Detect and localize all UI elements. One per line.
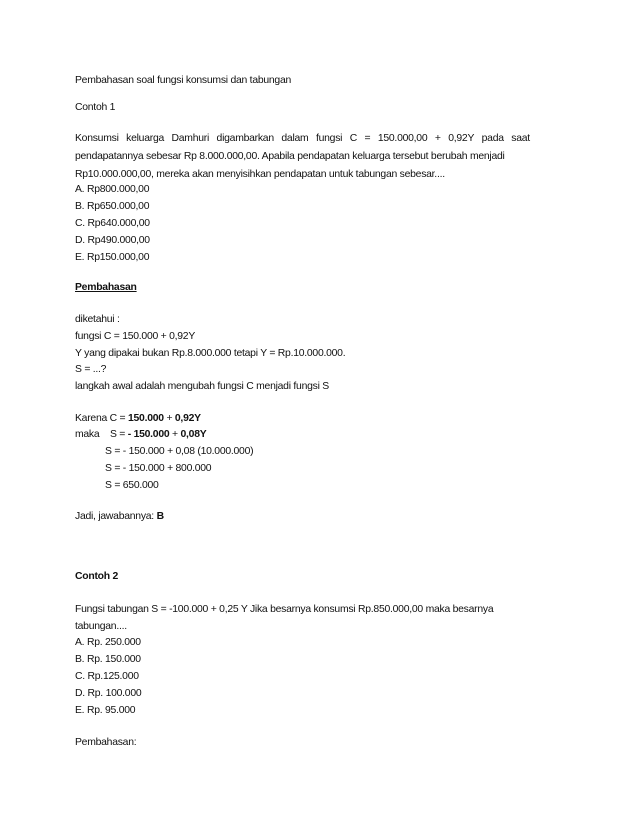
calculation-step-2: S = - 150.000 + 800.000 — [105, 463, 212, 474]
q-word: + — [434, 133, 441, 144]
ex2-option-e: E. Rp. 95.000 — [75, 705, 136, 716]
pembahasan-heading: Pembahasan — [75, 282, 137, 293]
q-word: digambarkan — [216, 133, 274, 144]
q-word: 150.000,00 — [377, 133, 428, 144]
option-e: E. Rp150.000,00 — [75, 252, 150, 263]
karena-prefix: Karena C = — [75, 413, 128, 424]
y-line: Y yang dipakai bukan Rp.8.000.000 tetapi Y = Rp.10.000.000. — [75, 348, 346, 359]
example-2-pembahasan: Pembahasan: — [75, 737, 137, 748]
example-2-question-line-2: tabungan.... — [75, 621, 127, 632]
q-word: Konsumsi — [75, 133, 119, 144]
ex2-option-b: B. Rp. 150.000 — [75, 654, 141, 665]
q-word: C — [349, 133, 357, 144]
q-word: fungsi — [315, 133, 343, 144]
document-heading: Pembahasan soal fungsi konsumsi dan tabungan — [75, 75, 292, 86]
option-b: B. Rp650.000,00 — [75, 201, 150, 212]
example-1-title: Contoh 1 — [75, 102, 116, 113]
jadi-answer: B — [156, 511, 164, 522]
maka-value-1: - 150.000 — [127, 429, 170, 440]
example-1-question-line-2: pendapatannya sebesar Rp 8.000.000,00. Apabila pendapatan keluarga tersebut berubah menjadi — [75, 151, 505, 162]
option-a: A. Rp800.000,00 — [75, 184, 150, 195]
maka-plus: + — [169, 429, 181, 440]
example-1-question-line-3: Rp10.000.000,00, mereka akan menyisihkan pendapatan untuk tabungan sebesar.... — [75, 169, 445, 180]
q-word: keluarga — [126, 133, 164, 144]
karena-value-2: 0,92Y — [174, 413, 201, 424]
example-2-title: Contoh 2 — [75, 571, 119, 582]
langkah-line: langkah awal adalah mengubah fungsi C menjadi fungsi S — [75, 381, 329, 392]
s-line: S = ...? — [75, 364, 107, 375]
example-1-question-line-1 — [75, 132, 530, 146]
diketahui-label: diketahui : — [75, 314, 120, 325]
jadi-prefix: Jadi, jawabannya: — [75, 511, 157, 522]
karena-plus: + — [163, 413, 175, 424]
option-d: D. Rp490.000,00 — [75, 235, 150, 246]
example-2-question-line-1: Fungsi tabungan S = -100.000 + 0,25 Y Jika besarnya konsumsi Rp.850.000,00 maka besarnya — [75, 604, 494, 615]
q-word: Damhuri — [171, 133, 210, 144]
maka-prefix: maka S = — [75, 429, 128, 440]
ex2-option-c: C. Rp.125.000 — [75, 671, 139, 682]
q-word: saat — [511, 133, 530, 144]
q-word: 0,92Y — [448, 133, 475, 144]
q-word: dalam — [281, 133, 309, 144]
calculation-step-3: S = 650.000 — [105, 480, 159, 491]
karena-line — [75, 412, 201, 426]
ex2-option-d: D. Rp. 100.000 — [75, 688, 142, 699]
jadi-line — [75, 510, 164, 524]
calculation-step-1: S = - 150.000 + 0,08 (10.000.000) — [105, 446, 254, 457]
q-word: pada — [481, 133, 504, 144]
maka-value-2: 0,08Y — [180, 429, 207, 440]
q-word: = — [364, 133, 371, 144]
maka-line — [75, 428, 206, 442]
karena-value-1: 150.000 — [128, 413, 164, 424]
option-c: C. Rp640.000,00 — [75, 218, 150, 229]
ex2-option-a: A. Rp. 250.000 — [75, 637, 141, 648]
fungsi-line: fungsi C = 150.000 + 0,92Y — [75, 331, 196, 342]
